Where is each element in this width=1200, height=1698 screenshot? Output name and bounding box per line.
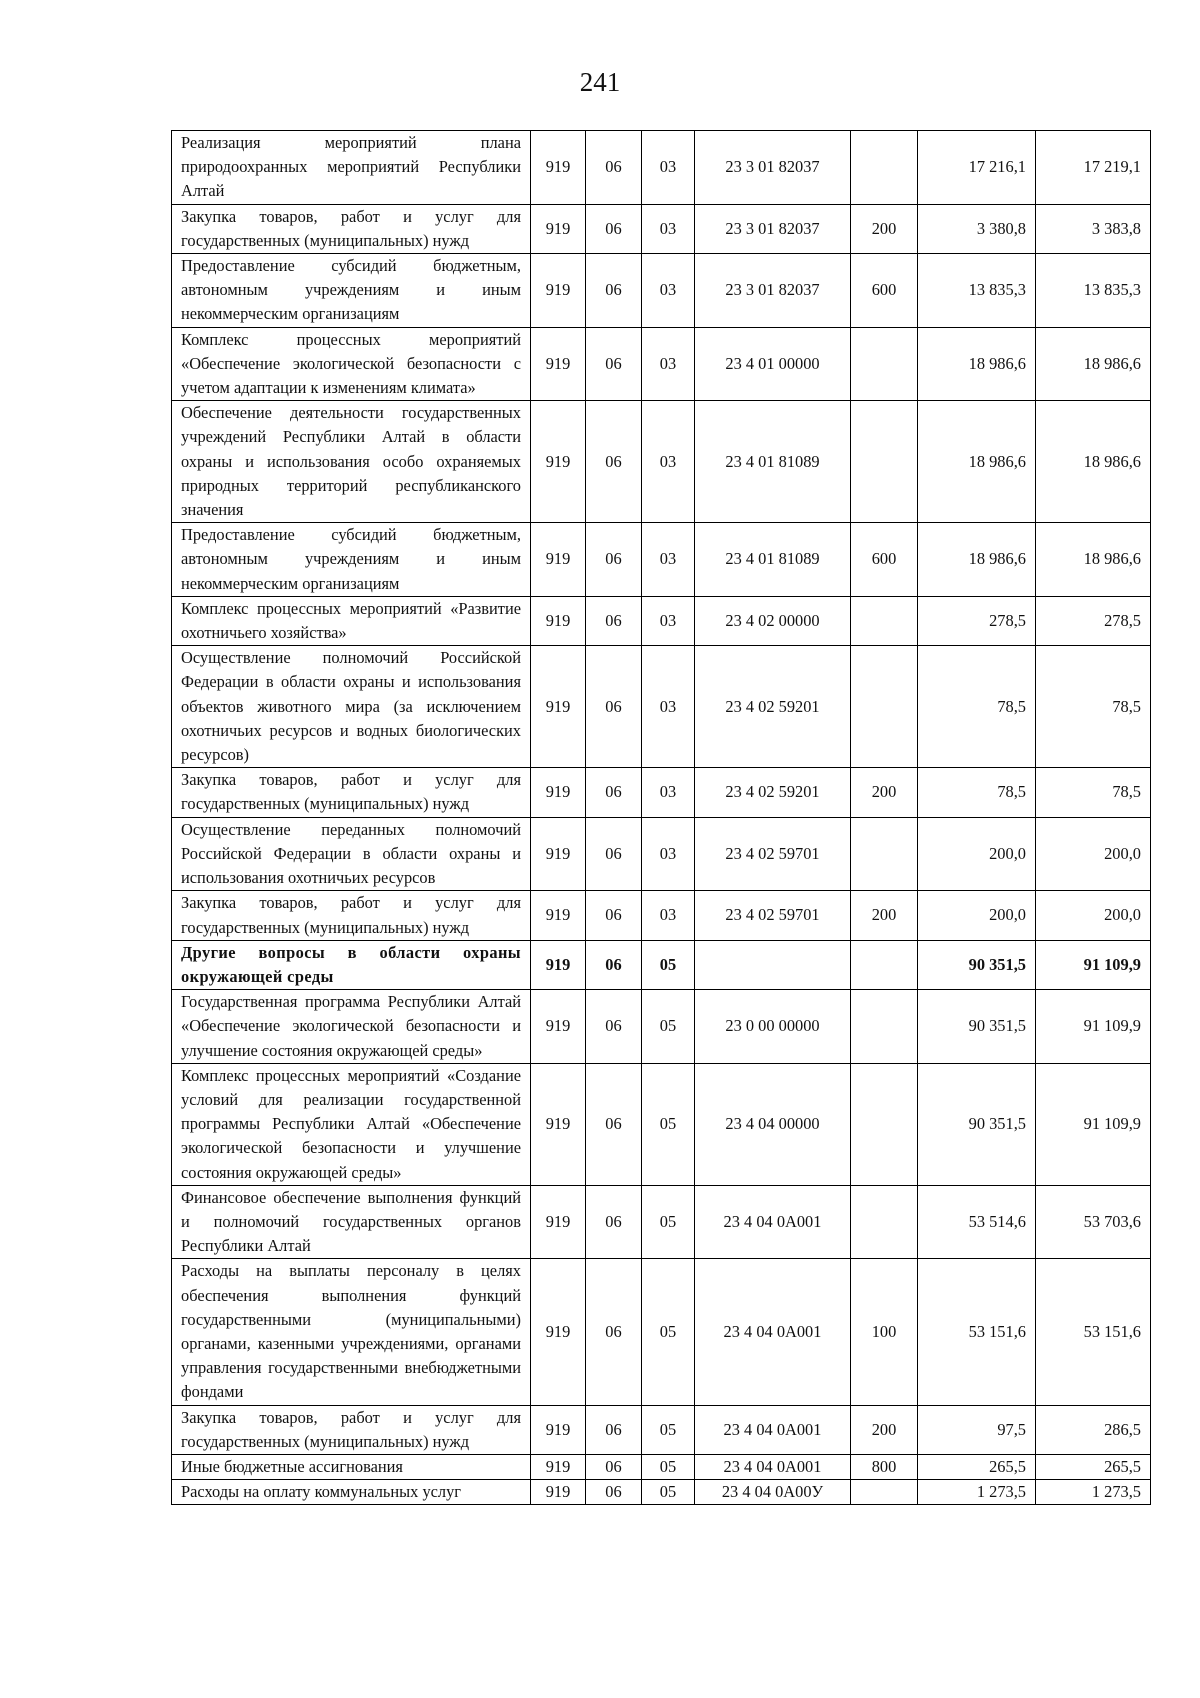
amount-year1-cell: 18 986,6 <box>918 523 1036 597</box>
budget-table-body <box>172 131 1151 1505</box>
amount-year2-cell: 1 273,5 <box>1036 1480 1151 1505</box>
subsection-code-cell: 03 <box>642 646 695 768</box>
grbs-code-cell: 919 <box>531 1480 586 1505</box>
grbs-code-cell: 919 <box>531 1063 586 1185</box>
grbs-code-cell: 919 <box>531 523 586 597</box>
target-article-cell: 23 4 04 0А001 <box>695 1405 851 1454</box>
table-row <box>172 768 1151 817</box>
expense-name-cell: Другие вопросы в области охраны окружающей среды <box>172 940 531 989</box>
amount-year1-cell: 18 986,6 <box>918 401 1036 523</box>
expense-name-cell: Закупка товаров, работ и услуг для государственных (муниципальных) нужд <box>172 768 531 817</box>
expense-name-cell: Комплекс процессных мероприятий «Создание условий для реализации государственной программы Республики Алтай «Обеспечение экологической безопасности и улучшение состояния окружающей среды» <box>172 1063 531 1185</box>
amount-year1-cell: 90 351,5 <box>918 990 1036 1064</box>
target-article-cell: 23 0 00 00000 <box>695 990 851 1064</box>
amount-year2-cell: 78,5 <box>1036 646 1151 768</box>
grbs-code-cell: 919 <box>531 204 586 253</box>
grbs-code-cell: 919 <box>531 1185 586 1259</box>
amount-year2-cell: 18 986,6 <box>1036 327 1151 401</box>
table-row <box>172 523 1151 597</box>
amount-year2-cell: 200,0 <box>1036 891 1151 940</box>
amount-year2-cell: 91 109,9 <box>1036 990 1151 1064</box>
amount-year2-cell: 265,5 <box>1036 1454 1151 1479</box>
amount-year2-cell: 3 383,8 <box>1036 204 1151 253</box>
table-row <box>172 596 1151 645</box>
section-code-cell: 06 <box>586 990 642 1064</box>
expense-name-cell: Финансовое обеспечение выполнения функций и полномочий государственных органов Республики Алтай <box>172 1185 531 1259</box>
table-row <box>172 891 1151 940</box>
grbs-code-cell: 919 <box>531 596 586 645</box>
table-row <box>172 1454 1151 1479</box>
expense-type-cell <box>851 990 918 1064</box>
amount-year2-cell: 53 151,6 <box>1036 1259 1151 1405</box>
subsection-code-cell: 03 <box>642 817 695 891</box>
expense-name-cell: Государственная программа Республики Алтай «Обеспечение экологической безопасности и улучшение состояния окружающей среды» <box>172 990 531 1064</box>
section-code-cell: 06 <box>586 254 642 328</box>
section-code-cell: 06 <box>586 1185 642 1259</box>
expense-name-cell: Расходы на оплату коммунальных услуг <box>172 1480 531 1505</box>
amount-year1-cell: 90 351,5 <box>918 940 1036 989</box>
expense-type-cell: 100 <box>851 1259 918 1405</box>
expense-name-cell: Обеспечение деятельности государственных учреждений Республики Алтай в области охраны и использования особо охраняемых природных территорий республиканского значения <box>172 401 531 523</box>
section-code-cell: 06 <box>586 1480 642 1505</box>
table-row <box>172 940 1151 989</box>
amount-year1-cell: 265,5 <box>918 1454 1036 1479</box>
grbs-code-cell: 919 <box>531 1405 586 1454</box>
amount-year2-cell: 17 219,1 <box>1036 131 1151 205</box>
grbs-code-cell: 919 <box>531 768 586 817</box>
amount-year1-cell: 200,0 <box>918 891 1036 940</box>
amount-year1-cell: 97,5 <box>918 1405 1036 1454</box>
subsection-code-cell: 03 <box>642 523 695 597</box>
section-code-cell: 06 <box>586 940 642 989</box>
target-article-cell: 23 4 02 59201 <box>695 646 851 768</box>
section-code-cell: 06 <box>586 646 642 768</box>
expense-type-cell <box>851 817 918 891</box>
expense-type-cell <box>851 1063 918 1185</box>
section-code-cell: 06 <box>586 1063 642 1185</box>
target-article-cell <box>695 940 851 989</box>
expense-name-cell: Осуществление переданных полномочий Российской Федерации в области охраны и использования охотничьих ресурсов <box>172 817 531 891</box>
expense-name-cell: Предоставление субсидий бюджетным, автономным учреждениям и иным некоммерческим организациям <box>172 254 531 328</box>
table-row <box>172 1063 1151 1185</box>
amount-year2-cell: 18 986,6 <box>1036 401 1151 523</box>
section-code-cell: 06 <box>586 1454 642 1479</box>
expense-type-cell: 200 <box>851 891 918 940</box>
expense-name-cell: Комплекс процессных мероприятий «Обеспечение экологической безопасности с учетом адаптации к изменениям климата» <box>172 327 531 401</box>
grbs-code-cell: 919 <box>531 1454 586 1479</box>
expense-name-cell: Расходы на выплаты персоналу в целях обеспечения выполнения функций государственными (муниципальными) органами, казенными учреждениями, органами управления государственными внебюджетными фондами <box>172 1259 531 1405</box>
amount-year1-cell: 78,5 <box>918 768 1036 817</box>
section-code-cell: 06 <box>586 401 642 523</box>
expense-type-cell: 200 <box>851 768 918 817</box>
amount-year1-cell: 1 273,5 <box>918 1480 1036 1505</box>
amount-year2-cell: 286,5 <box>1036 1405 1151 1454</box>
table-row <box>172 254 1151 328</box>
subsection-code-cell: 03 <box>642 254 695 328</box>
expense-type-cell <box>851 646 918 768</box>
amount-year1-cell: 90 351,5 <box>918 1063 1036 1185</box>
subsection-code-cell: 03 <box>642 131 695 205</box>
subsection-code-cell: 05 <box>642 990 695 1064</box>
section-code-cell: 06 <box>586 131 642 205</box>
expense-name-cell: Предоставление субсидий бюджетным, автономным учреждениям и иным некоммерческим организациям <box>172 523 531 597</box>
expense-type-cell <box>851 1480 918 1505</box>
grbs-code-cell: 919 <box>531 1259 586 1405</box>
amount-year1-cell: 3 380,8 <box>918 204 1036 253</box>
subsection-code-cell: 03 <box>642 596 695 645</box>
section-code-cell: 06 <box>586 596 642 645</box>
target-article-cell: 23 4 02 59201 <box>695 768 851 817</box>
table-row <box>172 401 1151 523</box>
table-row <box>172 204 1151 253</box>
subsection-code-cell: 03 <box>642 891 695 940</box>
section-code-cell: 06 <box>586 1405 642 1454</box>
grbs-code-cell: 919 <box>531 254 586 328</box>
subsection-code-cell: 03 <box>642 401 695 523</box>
amount-year1-cell: 18 986,6 <box>918 327 1036 401</box>
grbs-code-cell: 919 <box>531 401 586 523</box>
table-row <box>172 817 1151 891</box>
target-article-cell: 23 4 04 0А001 <box>695 1454 851 1479</box>
expense-type-cell <box>851 940 918 989</box>
table-row <box>172 327 1151 401</box>
table-row <box>172 646 1151 768</box>
grbs-code-cell: 919 <box>531 891 586 940</box>
section-code-cell: 06 <box>586 768 642 817</box>
amount-year1-cell: 13 835,3 <box>918 254 1036 328</box>
table-row <box>172 1405 1151 1454</box>
amount-year2-cell: 78,5 <box>1036 768 1151 817</box>
grbs-code-cell: 919 <box>531 817 586 891</box>
target-article-cell: 23 3 01 82037 <box>695 254 851 328</box>
subsection-code-cell: 05 <box>642 1480 695 1505</box>
section-code-cell: 06 <box>586 204 642 253</box>
amount-year2-cell: 91 109,9 <box>1036 1063 1151 1185</box>
expense-type-cell: 200 <box>851 1405 918 1454</box>
amount-year1-cell: 200,0 <box>918 817 1036 891</box>
grbs-code-cell: 919 <box>531 940 586 989</box>
subsection-code-cell: 05 <box>642 1405 695 1454</box>
expense-name-cell: Реализация мероприятий плана природоохранных мероприятий Республики Алтай <box>172 131 531 205</box>
expense-type-cell: 600 <box>851 254 918 328</box>
subsection-code-cell: 03 <box>642 327 695 401</box>
subsection-code-cell: 05 <box>642 1185 695 1259</box>
table-row <box>172 1259 1151 1405</box>
expense-name-cell: Закупка товаров, работ и услуг для государственных (муниципальных) нужд <box>172 204 531 253</box>
expense-type-cell <box>851 596 918 645</box>
grbs-code-cell: 919 <box>531 131 586 205</box>
amount-year2-cell: 278,5 <box>1036 596 1151 645</box>
target-article-cell: 23 3 01 82037 <box>695 131 851 205</box>
target-article-cell: 23 4 04 0А001 <box>695 1259 851 1405</box>
target-article-cell: 23 4 01 81089 <box>695 523 851 597</box>
amount-year2-cell: 13 835,3 <box>1036 254 1151 328</box>
expense-type-cell: 800 <box>851 1454 918 1479</box>
grbs-code-cell: 919 <box>531 990 586 1064</box>
subsection-code-cell: 05 <box>642 1063 695 1185</box>
subsection-code-cell: 05 <box>642 1454 695 1479</box>
target-article-cell: 23 4 02 59701 <box>695 891 851 940</box>
page-number: 241 <box>579 67 621 97</box>
subsection-code-cell: 05 <box>642 940 695 989</box>
budget-table <box>171 130 1151 1505</box>
expense-name-cell: Закупка товаров, работ и услуг для государственных (муниципальных) нужд <box>172 891 531 940</box>
subsection-code-cell: 03 <box>642 204 695 253</box>
target-article-cell: 23 4 04 0А001 <box>695 1185 851 1259</box>
target-article-cell: 23 4 04 00000 <box>695 1063 851 1185</box>
expense-type-cell <box>851 327 918 401</box>
target-article-cell: 23 4 04 0А00У <box>695 1480 851 1505</box>
amount-year1-cell: 278,5 <box>918 596 1036 645</box>
amount-year2-cell: 18 986,6 <box>1036 523 1151 597</box>
target-article-cell: 23 4 01 00000 <box>695 327 851 401</box>
amount-year1-cell: 53 151,6 <box>918 1259 1036 1405</box>
amount-year2-cell: 91 109,9 <box>1036 940 1151 989</box>
section-code-cell: 06 <box>586 1259 642 1405</box>
subsection-code-cell: 05 <box>642 1259 695 1405</box>
expense-name-cell: Комплекс процессных мероприятий «Развитие охотничьего хозяйства» <box>172 596 531 645</box>
expense-type-cell: 200 <box>851 204 918 253</box>
amount-year1-cell: 53 514,6 <box>918 1185 1036 1259</box>
expense-type-cell <box>851 131 918 205</box>
grbs-code-cell: 919 <box>531 327 586 401</box>
subsection-code-cell: 03 <box>642 768 695 817</box>
expense-type-cell <box>851 1185 918 1259</box>
amount-year1-cell: 78,5 <box>918 646 1036 768</box>
amount-year2-cell: 53 703,6 <box>1036 1185 1151 1259</box>
target-article-cell: 23 3 01 82037 <box>695 204 851 253</box>
target-article-cell: 23 4 01 81089 <box>695 401 851 523</box>
expense-name-cell: Закупка товаров, работ и услуг для государственных (муниципальных) нужд <box>172 1405 531 1454</box>
target-article-cell: 23 4 02 00000 <box>695 596 851 645</box>
grbs-code-cell: 919 <box>531 646 586 768</box>
section-code-cell: 06 <box>586 327 642 401</box>
expense-type-cell: 600 <box>851 523 918 597</box>
table-row <box>172 131 1151 205</box>
amount-year2-cell: 200,0 <box>1036 817 1151 891</box>
section-code-cell: 06 <box>586 523 642 597</box>
section-code-cell: 06 <box>586 817 642 891</box>
expense-type-cell <box>851 401 918 523</box>
expense-name-cell: Иные бюджетные ассигнования <box>172 1454 531 1479</box>
table-row <box>172 1480 1151 1505</box>
table-row <box>172 1185 1151 1259</box>
target-article-cell: 23 4 02 59701 <box>695 817 851 891</box>
section-code-cell: 06 <box>586 891 642 940</box>
expense-name-cell: Осуществление полномочий Российской Федерации в области охраны и использования объектов животного мира (за исключением охотничьих ресурсов и водных биологических ресурсов) <box>172 646 531 768</box>
amount-year1-cell: 17 216,1 <box>918 131 1036 205</box>
table-row <box>172 990 1151 1064</box>
